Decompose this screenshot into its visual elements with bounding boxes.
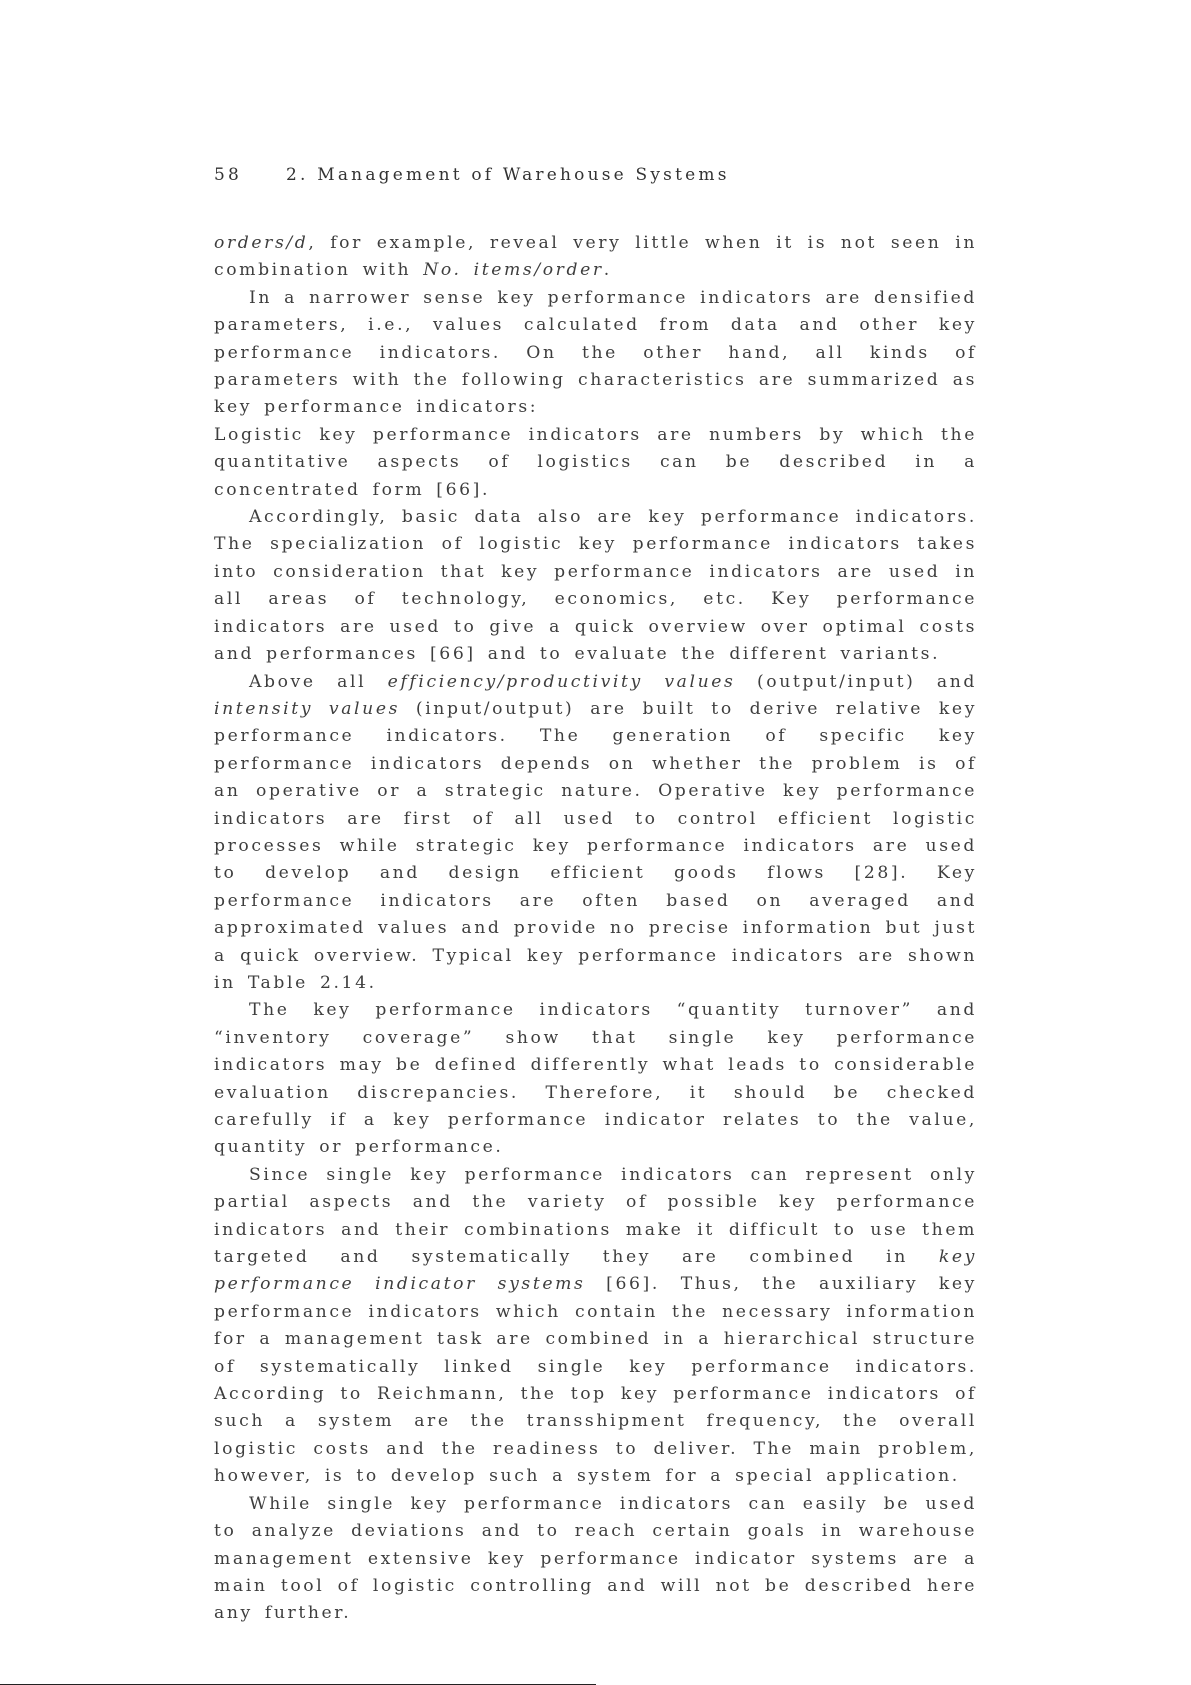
body-text [214, 230, 977, 1628]
paragraph-text: (output/input) and [735, 671, 977, 692]
running-head [214, 165, 730, 185]
paragraph-text: Since single key performance indicators can represent only partial aspects and the variety of possible key performance indicators and their combinations make it difficult to use them targeted and systematically they are combined in [214, 1164, 977, 1268]
paragraph-1: In a narrower sense key performance indicators are densified parameters, i.e., values calculated from data and other key performance indicators. On the other hand, all kinds of parameters with the following characteristics are summarized as key performance indicators: [214, 287, 977, 418]
paragraph-3 [214, 669, 977, 998]
italic-term: orders/d [214, 233, 309, 253]
paragraph-text: Above all [249, 671, 388, 692]
italic-term: efficiency/productivity values [387, 671, 736, 692]
paragraph-4: The key performance indicators “quantity turnover” and “inventory coverage” show that single key performance indicators may be defined differently what leads to considerable evaluation discrepancies. Therefore, it should be checked carefully if a key performance indicator relates to the value, quantity or performance. [214, 1000, 977, 1158]
paragraph-text: [66]. Thus, the auxiliary key performance indicators which contain the necessary information for a management task are combined in a hierarchical structure of systematically linked single key performance indicators. According to Reichmann, the top key performance indicators of such a system are the transshipment frequency, the overall logistic costs and the readiness to deliver. The main problem, however, is to develop such a system for a special application. [214, 1274, 977, 1487]
italic-term: intensity values [214, 698, 401, 719]
paragraph-6: While single key performance indicators can easily be used to analyze deviations and to reach certain goals in warehouse management extensive key performance indicator systems are a main tool of logistic controlling and will not be described here any further. [214, 1493, 977, 1624]
block-quote: Logistic key performance indicators are numbers by which the quantitative aspects of logistics can be described in a concentrated form [66]. [214, 424, 977, 500]
paragraph-text: , for example, reveal very little when it is not seen in combination with [214, 233, 977, 281]
italic-term: No. items/order [423, 260, 604, 281]
italic-term: key performance indicator systems [214, 1247, 977, 1295]
paragraph-text: . [603, 260, 612, 281]
paragraph-0 [214, 230, 977, 285]
paragraph-2: Accordingly, basic data also are key performance indicators. The specialization of logistic key performance indicators takes into consideration that key performance indicators are used in all areas of technology, economics, etc. Key performance indicators are used to give a quick overview over optimal costs and performances [66] and to evaluate the different variants. [214, 507, 977, 665]
chapter-title: 2. Management of Warehouse Systems [286, 165, 730, 185]
paragraph-5 [214, 1162, 977, 1491]
paragraph-text: (input/output) are built to derive relative key performance indicators. The generation of specific key performance indicators depends on whether the problem is of an operative or a strategic nature. Operative key performance indicators are first of all used to control efficient logistic processes while strategic key performance indicators are used to develop and design efficient goods flows [28]. Key performance indicators are often based on averaged and approximated values and provide no precise information but just a quick overview. Typical key performance indicators are shown in Table 2.14. [214, 698, 978, 993]
page-number: 58 [214, 165, 243, 185]
